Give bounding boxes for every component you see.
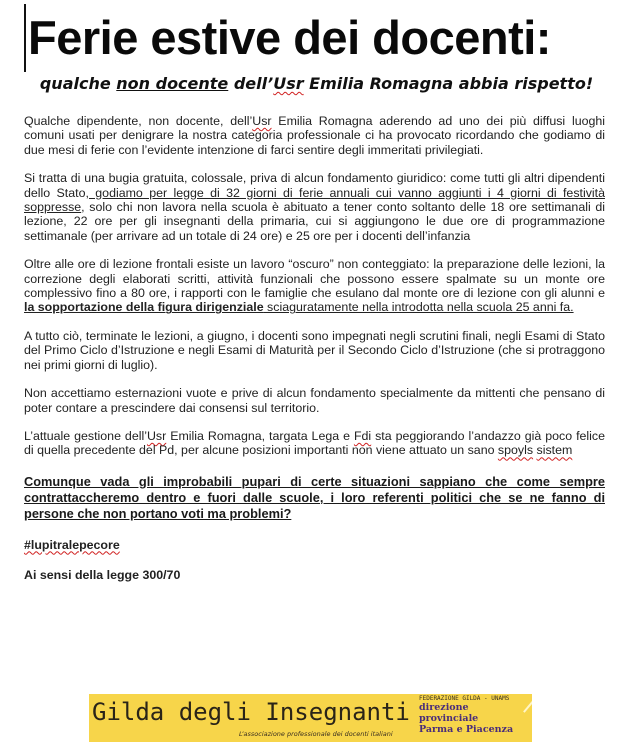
logo-line-1: direzione (419, 702, 469, 713)
p3-bold-underlined: la sopportazione della figura dirigenziale (24, 300, 264, 315)
p1-text-a: Qualche dipendente, non docente, dell’ (24, 114, 253, 128)
logo-line-2: provinciale (419, 713, 479, 724)
p6-sistem: sistem (536, 443, 573, 458)
logo-line-3: Parma e Piacenza (419, 724, 514, 735)
p6-text-a: L’attuale gestione dell’ (24, 428, 147, 443)
paragraph-7: Comunque vada gli improbabili pupari di certe situazioni sappiano che come sempre contrattaccheremo dentro e fuori dalle scuole, i loro referenti politici che se ne fanno di persone che non portano voti ma problemi? (24, 473, 605, 521)
gilda-logo (89, 694, 532, 742)
paragraph-2 (24, 171, 605, 243)
logo-name: Gilda degli Insegnanti (92, 698, 410, 726)
paragraph-1 (24, 114, 605, 157)
p3-text-a: Oltre alle ore di lezione frontali esiste un lavoro “oscuro” non conteggiato: la preparazione delle lezioni, la correzione degli elaborati scritti, attività funzionali che possono essere spalmate su un monte ore complessivo fino a 80 ore, i rapporti con le famiglie che esulano dal monte ore di lezione con gli alunni e (24, 257, 605, 301)
p1-usr: Usr (252, 114, 272, 128)
p2-text-b: , solo chi non lavora nella scuola è abituato a tener conto soltanto delle 18 ore settimanali di lezione, 22 ore per gli insegnanti della primaria, cui si aggiungono le due ore di programmazione settimanale (per arrivare ad un totale di 24 ore) e 25 ore per i docenti dell’infanzia (24, 200, 605, 243)
subtitle-post: Emilia Romagna abbia rispetto! (303, 74, 594, 93)
logo-direction (419, 702, 513, 735)
logo-federation: FEDERAZIONE GILDA - UNAMS (419, 695, 510, 702)
p6-text-c: sta peggiorando l’andazzo già poco felice di quella precedente del Pd, per alcune posizioni importanti non viene attuato un sano (24, 428, 606, 458)
p6-spoyls: spoyls (497, 443, 534, 458)
paragraph-4: A tutto ciò, terminate le lezioni, a giugno, i docenti sono impegnati negli scrutini finali, negli Esami di Stato del Primo Ciclo d’Istruzione e negli Esami di Maturità per il Secondo Ciclo d’Istruzione (che si protraggono nei primi giorni di luglio). (24, 328, 605, 372)
subtitle-underlined: non docente (116, 74, 229, 93)
p3-underlined: sciaguratamente nella introdotta nella scuola 25 anni fa. (263, 300, 574, 315)
p6-usr: Usr (146, 428, 167, 443)
p1-text-b: Emilia Romagna aderendo ad uno dei più diffusi luoghi comuni usati per denigrare la nostra categoria professionale ci ha provocato ricordando che godiamo di due mesi di ferie con l’evidente intenzione di farci sentire degli immeritati privilegiati. (24, 114, 606, 157)
p2-text-a: Si tratta di una bugia gratuita, colossale, priva di alcun fondamento giuridico: come tutti gli altri dipendenti dello Stato (24, 171, 605, 200)
p6-fdi: Fdi (353, 428, 372, 443)
paragraph-6 (24, 429, 605, 458)
paragraph-3 (24, 257, 605, 315)
document-body (24, 114, 605, 583)
subtitle-usr: Usr (273, 74, 304, 93)
page-title: Ferie estive dei docenti: (28, 11, 551, 64)
logo-tagline: L’associazione professionale dei docenti italiani (239, 730, 393, 738)
p6-text-b: Emilia Romagna, targata Lega e (166, 428, 354, 443)
paragraph-5: Non accettiamo esternazioni vuote e prive di alcun fondamento specialmente da mittenti che pensano di poter contare a prescindere dai consensi sul territorio. (24, 386, 605, 415)
subtitle (0, 73, 633, 95)
subtitle-pre: qualche (39, 74, 117, 93)
p2-underlined: , godiamo per legge di 32 giorni di ferie annuali cui vanno aggiunti i 4 giorni di festività soppresse (24, 185, 605, 215)
hashtag-text: #lupitralepecore (24, 537, 120, 552)
logo-decoration (523, 699, 532, 713)
text-cursor (24, 4, 26, 72)
hashtag (24, 538, 605, 552)
law-reference: Ai sensi della legge 300/70 (24, 568, 181, 583)
subtitle-mid: dell’ (228, 74, 274, 93)
